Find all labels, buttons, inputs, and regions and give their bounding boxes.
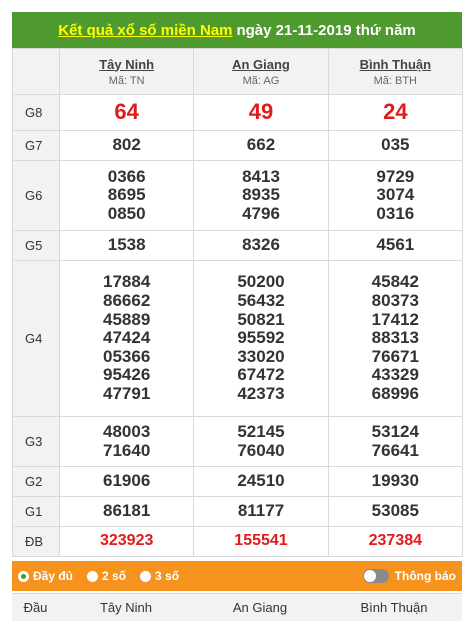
province-link[interactable]: Bình Thuận — [359, 56, 432, 72]
corner-cell — [13, 49, 60, 95]
prize-number: 802 — [112, 135, 141, 155]
prize-cell — [60, 467, 194, 497]
prize-label: G2 — [13, 467, 60, 497]
prize-number: 0850 — [107, 203, 146, 223]
dau-province-binh-thuan: Bình Thuận — [360, 600, 428, 615]
prize-number: 45889 — [103, 309, 151, 329]
dau-province-an-giang: An Giang — [232, 600, 288, 615]
prize-number: 76671 — [371, 346, 419, 366]
prize-cell — [194, 467, 328, 497]
prize-cell — [194, 131, 328, 161]
province-code: Mã: BTH — [373, 74, 418, 87]
prize-number: 24 — [383, 99, 408, 125]
prize-number: 48003 — [103, 421, 151, 441]
prize-number: 43329 — [371, 365, 419, 385]
prize-number: 64 — [114, 99, 139, 125]
prize-row-g4 — [13, 261, 463, 417]
prize-cell — [60, 131, 194, 161]
prize-number: 71640 — [103, 440, 151, 460]
prize-row-g6 — [13, 161, 463, 231]
option-full-label: Đầy đủ — [33, 569, 74, 583]
prize-cell — [60, 95, 194, 131]
province-link[interactable]: Tây Ninh — [99, 56, 155, 72]
dau-table-header — [12, 593, 462, 621]
option-full[interactable] — [18, 569, 73, 583]
prize-number: 81177 — [237, 501, 285, 521]
prize-cell — [60, 161, 194, 231]
prize-number: 50821 — [237, 309, 285, 329]
prize-number: 17412 — [371, 309, 419, 329]
prize-number: 76040 — [237, 440, 285, 460]
prize-number: 67472 — [237, 365, 285, 385]
prize-cell — [194, 231, 328, 261]
special-prize-number: 155541 — [234, 532, 288, 550]
prize-number: 76641 — [371, 440, 419, 460]
prize-cell — [60, 527, 194, 557]
special-prize-number: 323923 — [99, 532, 154, 550]
prize-number: 17884 — [103, 272, 151, 292]
prize-cell — [194, 95, 328, 131]
prize-number: 1538 — [107, 235, 146, 255]
prize-number: 49 — [248, 99, 274, 125]
prize-row-g3 — [13, 417, 463, 467]
option-two-label: 2 số — [102, 569, 127, 583]
radio-selected-icon[interactable] — [18, 571, 29, 582]
prize-label: G1 — [13, 497, 60, 527]
option-two-digits[interactable] — [87, 569, 126, 583]
draw-date-text: ngày 21-11-2019 thứ năm — [236, 21, 416, 39]
prize-number: 47791 — [103, 383, 151, 403]
special-prize-number: 237384 — [368, 532, 423, 550]
province-code: Mã: TN — [108, 74, 145, 87]
prize-number: 88313 — [371, 328, 419, 348]
prize-cell — [60, 417, 194, 467]
prize-number: 50200 — [237, 272, 285, 292]
option-three-digits[interactable] — [140, 569, 179, 583]
prize-cell — [194, 527, 328, 557]
region-results-link[interactable]: Kết quả xổ số miền Nam — [58, 21, 233, 39]
prize-number: 47424 — [103, 328, 151, 348]
prize-number: 33020 — [237, 346, 285, 366]
results-header — [12, 12, 462, 48]
prize-number: 95592 — [237, 328, 285, 348]
prize-row-g5 — [13, 231, 463, 261]
results-table — [12, 48, 463, 557]
prize-number: 24510 — [237, 471, 285, 491]
dau-column-head: Đầu — [23, 600, 48, 615]
prize-cell — [328, 261, 462, 417]
prize-number: 05366 — [103, 346, 151, 366]
prize-number: 53085 — [371, 501, 419, 521]
prize-cell — [194, 161, 328, 231]
province-link[interactable]: An Giang — [232, 56, 290, 72]
prize-number: 86181 — [103, 501, 151, 521]
prize-cell — [60, 497, 194, 527]
prize-number: 035 — [381, 135, 410, 155]
prize-number: 68996 — [371, 383, 419, 403]
notification-label: Thông báo — [394, 569, 456, 583]
prize-cell — [60, 231, 194, 261]
prize-number: 8326 — [242, 235, 280, 255]
option-three-label: 3 số — [155, 569, 180, 583]
prize-cell — [328, 467, 462, 497]
province-header-binh-thuan — [328, 49, 462, 95]
prize-number: 0366 — [107, 166, 146, 186]
prize-number: 9729 — [376, 166, 415, 186]
prize-number: 4796 — [242, 203, 280, 223]
prize-number: 8695 — [107, 185, 146, 205]
radio-icon[interactable] — [140, 571, 151, 582]
prize-number: 95426 — [103, 365, 151, 385]
prize-label: G5 — [13, 231, 60, 261]
prize-number: 45842 — [371, 272, 419, 292]
prize-cell — [194, 497, 328, 527]
prize-row-g1 — [13, 497, 463, 527]
prize-label: G7 — [13, 131, 60, 161]
province-code: Mã: AG — [242, 74, 280, 87]
prize-row-g2 — [13, 467, 463, 497]
prize-number: 8413 — [242, 166, 280, 186]
prize-number: 4561 — [376, 235, 415, 255]
prize-label: G6 — [13, 161, 60, 231]
province-header-an-giang — [194, 49, 328, 95]
prize-number: 53124 — [371, 421, 419, 441]
dau-province-tay-ninh: Tây Ninh — [99, 600, 153, 615]
prize-row-db — [13, 527, 463, 557]
prize-label: G8 — [13, 95, 60, 131]
prize-cell — [328, 95, 462, 131]
prize-number: 0316 — [376, 203, 415, 223]
prize-cell — [328, 497, 462, 527]
prize-label: G4 — [13, 261, 60, 417]
prize-cell — [328, 131, 462, 161]
prize-cell — [194, 417, 328, 467]
prize-number: 662 — [246, 135, 276, 155]
prize-cell — [328, 231, 462, 261]
results-frame — [12, 12, 462, 591]
prize-cell — [328, 161, 462, 231]
prize-number: 61906 — [103, 471, 151, 491]
prize-label: G3 — [13, 417, 60, 467]
display-options-bar — [12, 561, 462, 591]
prize-number: 3074 — [376, 185, 415, 205]
notification-toggle[interactable] — [363, 569, 389, 583]
prize-number: 42373 — [237, 383, 285, 403]
prize-number: 86662 — [103, 291, 151, 311]
prize-number: 8935 — [242, 185, 280, 205]
prize-row-g8 — [13, 95, 463, 131]
prize-number: 52145 — [237, 421, 285, 441]
prize-label: ĐB — [13, 527, 60, 557]
radio-icon[interactable] — [87, 571, 98, 582]
prize-number: 80373 — [371, 291, 419, 311]
prize-number: 19930 — [371, 471, 419, 491]
prize-cell — [328, 527, 462, 557]
prize-row-g7 — [13, 131, 463, 161]
province-header-tay-ninh — [60, 49, 194, 95]
prize-cell — [194, 261, 328, 417]
prize-cell — [60, 261, 194, 417]
prize-cell — [328, 417, 462, 467]
prize-number: 56432 — [237, 291, 285, 311]
